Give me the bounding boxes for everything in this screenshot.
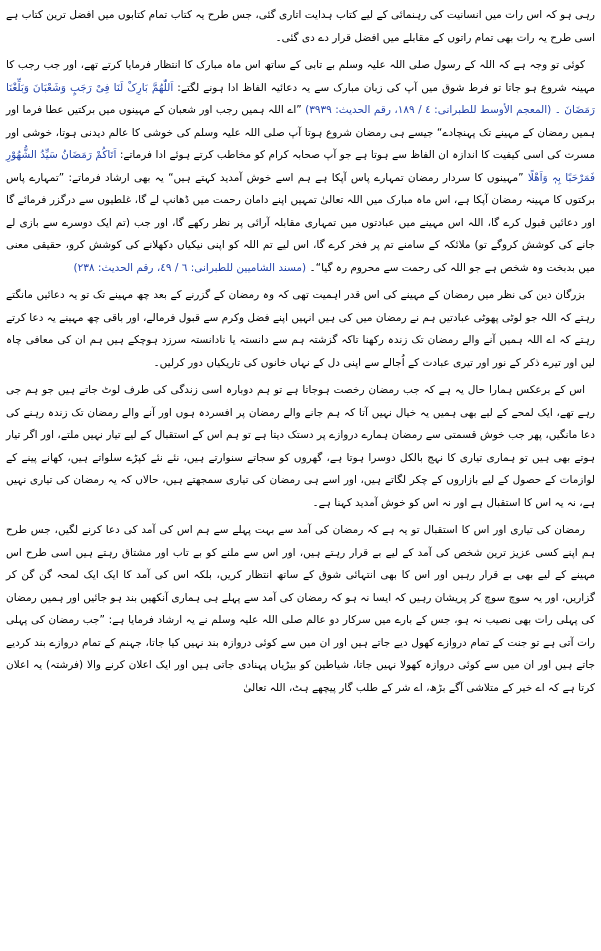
paragraph-text: ”مہینوں کا سردار رمضان تمہارے پاس آپکا ہے ہم اسے خوش آمدید کہتے ہیں“ یہ بھی ارشاد فرماتے: ”تمہارے پاس برکتوں کا مہینہ رمضان آپکا ہے، اس ماہ مبارک میں اللہ تعالیٰ تمہیں اپنے دامان رحمت میں ڈھانپ لے گا، غلطیوں سے درگزر فرمائے گا اور دعائیں قبول کرے گا، اللہ اس مہینے میں عبادتوں میں تمہاری مقابلہ آرائی پر نظر رکھے گا، اور جب (تم ایک دوسرے سے بازی لے جانے کی کوشش کروگے تو) ملائکہ کے سامنے تم پر فخر کرے گا، اس لیے تم اللہ کو اپنی نیکیاں دکھلانے کی کوشش کرو، حقیقی معنی میں بدبخت وہ شخص ہے جو اللہ کی رحمت سے محروم رہ گیا“۔ [6, 171, 595, 274]
hadith-reference: (المعجم الأوسط للطبرانی: ٤ / ١٨٩، رقم الحدیث: ٣٩٣٩) [305, 104, 552, 116]
paragraph-text: اس کے برعکس ہمارا حال یہ ہے کہ جب رمضان رخصت ہوجاتا ہے تو ہم دوبارہ اسی زندگی کی طرف لوٹ جاتے ہیں جو ہم جی رہے تھے، ایک لمحے کے لیے بھی ہمیں یہ خیال نہیں آتا کہ ہم جانے والے رمضان پر افسردہ ہوں اور آنے والے رمضان تک زندہ رہنے کی دعا مانگیں، پھر جب خوش قسمتی سے رمضان ہمارے دروازے پر دستک دیتا ہے تو ہم اس کے استقبال کے لیے تیار نہیں ملتے، اور اگر تیار ہوتے بھی ہیں تو ہماری تیاری کا نہج بالکل دوسرا ہوتا ہے، گھروں کو سجاتے سنوارتے ہیں، نئے نئے کپڑے سلواتے ہیں، کھانے پینے کے لوازمات کے حصول کے لیے بازاروں کے چکر لگاتے ہیں، اور اسے ہی رمضان کی تیاری سمجھتے ہیں، حالاں کہ یہ رمضان کی تیاری نہیں ہے، نہ یہ اس کا استقبال ہے اور نہ اس کو خوش آمدید کہنا ہے۔ [6, 384, 595, 509]
paragraph-our-condition [6, 379, 595, 514]
paragraph-text: ”اے اللہ ہمیں رجب اور شعبان کے مہینوں میں برکتیں عطا فرما اور ہمیں رمضان کے مہینے تک پہنچادے“ جیسے ہی رمضان شروع ہوتا آپ صلی اللہ علیہ وسلم کی خوشی کا عالم دیدنی ہوتا، خوشی اور مسرت کی اسی کیفیت کا اندازہ ان الفاظ سے ہوتا ہے جو آپ صحابہ کرام کو مخاطب کرتے ہوئے ادا فرماتے: [6, 104, 595, 161]
arabic-dua-text: اَللّٰھُمَّ بَارِکْ لَنَا فِیْ رَجَبٍ وَشَعْبَانَ وَبَلِّغْنَا رَمَضَانَ ۔ [6, 81, 595, 116]
paragraph-laylat-al-qadr-ending [6, 4, 595, 49]
paragraph-elders-view [6, 284, 595, 374]
paragraph-text: بزرگان دین کی نظر میں رمضان کے مہینے کی اس قدر اہمیت تھی کہ وہ رمضان کے گزرنے کے بعد چھ مہینے تک تو یہ دعائیں مانگتے رہتے کہ اللہ جو لوٹی پھوٹی عبادتیں ہم نے رمضان میں کی ہیں انہیں اپنے فضل وکرم سے قبول فرمالے، اور باقی چھ مہینے یہ دعا کرتے رہتے کہ اے اللہ ہمیں آنے والے رمضان تک زندہ رکھنا تاکہ گزشتہ ہم سے دانستہ یا نادانستہ سرزد ہوچکے ہیں ہم ان کی معافی چاہ لیں اور تیرے ذکر کے نور اور تیری عبادت کے اُجالے سے اپنی دل کے نہاں خانوں کی تاریکیاں دور کرلیں۔ [6, 289, 595, 369]
paragraph-text: رمضان کی تیاری اور اس کا استقبال تو یہ ہے کہ رمضان کی آمد سے بہت پہلے سے ہم اس کی آمد کی دعا کرنے لگیں، جس طرح ہم اپنے کسی عزیز ترین شخص کی آمد کے لیے بے قرار رہتے ہیں، اور اس سے ملنے کو بے تاب اور مشتاق رہتے ہیں اسی طرح اس مہینے کے لیے بھی بے قرار رہیں اور اس کا بھی انتہائی شوق کے ساتھ انتظار کریں، بلکہ اس کی آمد کا ایک ایک لمحہ گن گن کر گزاریں، اور یہ سوچ سوچ کر پریشان رہیں کہ ایسا نہ ہو کہ رمضان کی آمد سے پہلے ہی ہماری آنکھیں بند ہو جائیں اور ہمیں رمضان کی پہلی رات بھی نصیب نہ ہو، جس کے بارے میں سرکار دو عالم صلی اللہ علیہ وسلم نے یہ ارشاد فرمایا ہے: ”جب رمضان کی پہلی رات آتی ہے تو جنت کے تمام دروازے کھول دیے جاتے ہیں اور ان میں سے کوئی دروازہ بند نہیں کیا جاتا، جہنم کے تمام دروازے بند کردیے جاتے ہیں اور ان میں سے کوئی دروازہ کھولا نہیں جاتا، شیاطین کو بیڑیاں پہنادی جاتی ہیں اور ایک اعلان کرنے والا (فرشتہ) یہ اعلان کرتا ہے کہ اے خیر کے متلاشی آگے بڑھ، اے شر کے طلب گار پیچھے ہٹ، اللہ تعالیٰ [6, 524, 595, 694]
paragraph-prophet-anticipation [6, 54, 595, 279]
paragraph-true-preparation [6, 519, 595, 699]
paragraph-text: رہی ہو کہ اس رات میں انسانیت کی رہنمائی کے لیے کتاب ہدایت اتاری گئی، جس طرح یہ کتاب تمام کتابوں میں افضل ترین کتاب ہے اسی طرح یہ رات بھی تمام راتوں کے مقابلے میں افضل قرار دے دی گئی۔ [6, 9, 595, 44]
arabic-welcome-text: اَتَاکُمْ رَمَضَانُ سَیِّدُ الشُّھُوْرِ فَمَرْحَبًا بِہٖ وَاَھْلًا [6, 149, 595, 184]
paragraph-text: کوئی تو وجہ ہے کہ اللہ کے رسول صلی اللہ علیہ وسلم بے تابی کے ساتھ اس ماہ مبارک کا انتظار فرمایا کرتے تھے، اور جب رجب کا مہینہ شروع ہو جاتا تو فرط شوق میں آپ کی زبان مبارک سے یہ دعائیہ الفاظ ادا ہونے لگتے: [6, 59, 595, 94]
hadith-reference: (مسند الشامیین للطبرانی: ٦ / ٤٩، رقم الحدیث: ٢٣٨) [73, 261, 307, 274]
